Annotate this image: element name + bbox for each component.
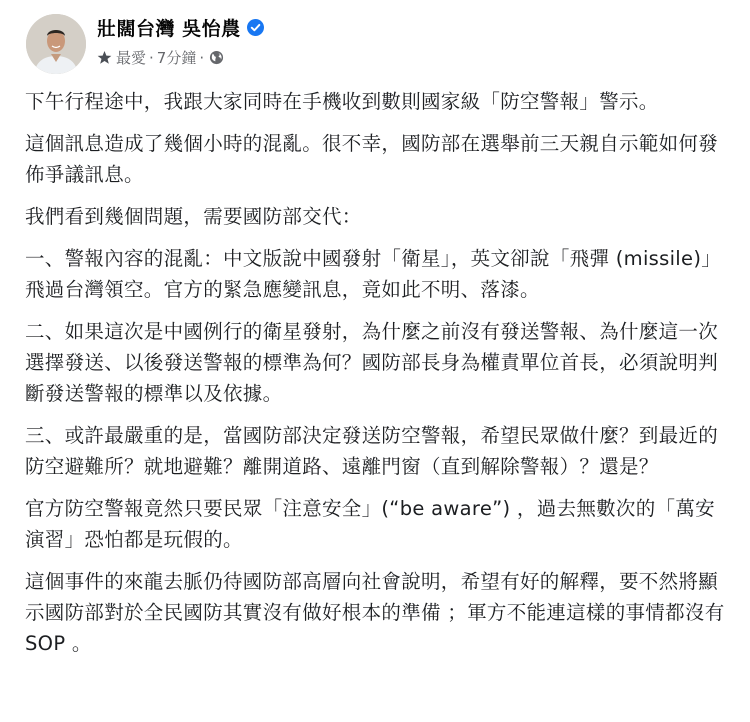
post-paragraph: 這個事件的來龍去脈仍待國防部高層向社會說明，希望有好的解釋，要不然將顯示國防部對於全民國防其實沒有做好根本的準備 ；軍方不能連這樣的事情都沒有 SOP 。 bbox=[25, 570, 725, 655]
post-paragraph: 下午行程途中，我跟大家同時在手機收到數則國家級「防空警報」警示。 bbox=[25, 90, 659, 113]
post-paragraph: 二、如果這次是中國例行的衛星發射，為什麼之前沒有發送警報、為什麼這一次選擇發送、以後發送警報的標準為何？國防部長身為權責單位首長，必須說明判斷發送警報的標準以及依據。 bbox=[25, 320, 719, 405]
post-paragraph: 官方防空警報竟然只要民眾「注意安全」(“be aware”) ，過去無數次的「萬安演習」恐怕都是玩假的。 bbox=[25, 497, 715, 551]
post-time[interactable]: 7分鐘 bbox=[156, 49, 197, 67]
post-header bbox=[0, 0, 750, 84]
globe-icon[interactable] bbox=[209, 50, 224, 65]
favorites-label: 最愛 bbox=[116, 49, 147, 67]
post-paragraph: 這個訊息造成了幾個小時的混亂。很不幸，國防部在選舉前三天親自示範如何發佈爭議訊息。 bbox=[25, 132, 719, 186]
post-paragraph: 我們看到幾個問題，需要國防部交代： bbox=[25, 205, 362, 228]
author-row bbox=[97, 14, 264, 41]
post-paragraph: 三、或許最嚴重的是，當國防部決定發送防空警報，希望民眾做什麼？到最近的防空避難所？就地避難？離開道路、遠離門窗（直到解除警報）？還是？ bbox=[25, 424, 719, 478]
avatar-photo bbox=[26, 14, 86, 74]
star-icon bbox=[97, 50, 112, 65]
verified-badge-icon bbox=[247, 19, 264, 36]
meta-separator: · bbox=[149, 48, 154, 67]
post-body bbox=[25, 86, 725, 670]
post-paragraph: 一、警報內容的混亂：中文版說中國發射「衛星」，英文卻說「飛彈 (missile)」飛過台灣領空。官方的緊急應變訊息，竟如此不明、落漆。 bbox=[25, 247, 722, 301]
post-meta bbox=[97, 47, 224, 68]
author-name[interactable]: 壯闊台灣 吳怡農 bbox=[97, 18, 241, 40]
avatar[interactable] bbox=[26, 14, 86, 74]
meta-separator: · bbox=[199, 48, 205, 67]
